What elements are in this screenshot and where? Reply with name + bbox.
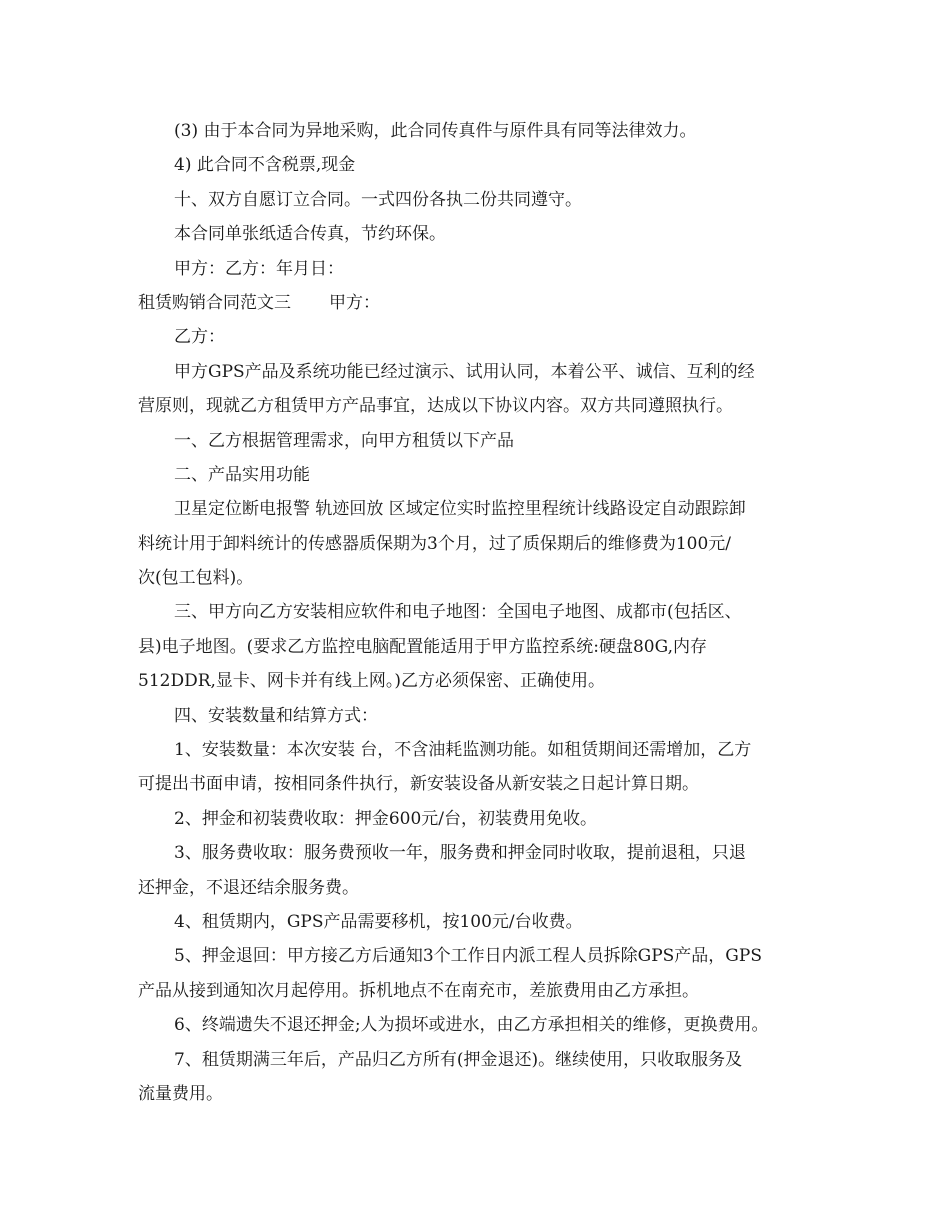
text-line-content: 4、租赁期内，GPS产品需要移机，按100元/台收费。 <box>174 911 583 932</box>
text-line-content: 还押金，不退还结余服务费。 <box>138 877 359 898</box>
text-line-content: 县)电子地图。(要求乙方监控电脑配置能适用于甲方监控系统:硬盘80G,内存 <box>138 636 708 657</box>
text-line-content: 甲方GPS产品及系统功能已经过演示、试用认同，本着公平、诚信、互利的经 <box>174 361 755 382</box>
document-body <box>138 114 818 1111</box>
text-line <box>138 286 818 320</box>
text-line-content: 产品从接到通知次月起停用。拆机地点不在南充市，差旅费用由乙方承担。 <box>138 980 699 1001</box>
text-line-content: 一、乙方根据管理需求，向甲方租赁以下产品 <box>174 430 514 451</box>
text-line <box>138 905 818 939</box>
text-line-content: 2、押金和初装费收取：押金600元/台，初装费用免收。 <box>174 808 597 829</box>
text-line <box>138 836 818 870</box>
text-line-content: 租赁购销合同范文三 <box>138 292 291 313</box>
text-line <box>138 561 818 595</box>
text-line <box>138 424 818 458</box>
text-line-content: 6、终端遗失不退还押金;人为损坏或进水，由乙方承担相关的维修，更换费用。 <box>174 1015 769 1036</box>
text-line <box>138 1077 818 1111</box>
text-line <box>138 939 818 973</box>
text-line <box>138 217 818 251</box>
text-line <box>138 802 818 836</box>
text-line-content: 四、安装数量和结算方式： <box>174 705 378 726</box>
text-line <box>138 630 818 664</box>
text-line-content-secondary: 甲方： <box>329 292 380 313</box>
text-line <box>138 527 818 561</box>
text-line <box>138 148 818 182</box>
text-line-content: 4) 此合同不含税票,现金 <box>174 155 356 176</box>
text-line <box>138 252 818 286</box>
text-line <box>138 492 818 526</box>
text-line-content: 料统计用于卸料统计的传感器质保期为3个月，过了质保期后的维修费为100元/ <box>138 533 731 554</box>
text-line <box>138 389 818 423</box>
text-line-content: 3、服务费收取：服务费预收一年，服务费和押金同时收取，提前退租，只退 <box>174 843 746 864</box>
text-line-content: 5、押金退回：甲方接乙方后通知3个工作日内派工程人员拆除GPS产品，GPS <box>174 946 762 967</box>
text-line-content: 1、安装数量：本次安装 台，不含油耗监测功能。如租赁期间还需增加，乙方 <box>174 740 752 761</box>
text-line <box>138 1008 818 1042</box>
text-line <box>138 664 818 698</box>
text-line-content: 7、租赁期满三年后，产品归乙方所有(押金退还)。继续使用，只收取服务及 <box>174 1049 743 1070</box>
text-line-content: 二、产品实用功能 <box>174 464 310 485</box>
text-line <box>138 114 818 148</box>
text-line <box>138 458 818 492</box>
text-line <box>138 320 818 354</box>
text-line <box>138 183 818 217</box>
text-line-content: (3) 由于本合同为异地采购，此合同传真件与原件具有同等法律效力。 <box>174 121 697 141</box>
text-line-content: 甲方：乙方：年月日： <box>174 258 344 279</box>
text-line-content: 本合同单张纸适合传真，节约环保。 <box>174 224 446 245</box>
text-line <box>138 767 818 801</box>
text-line <box>138 595 818 629</box>
text-line-content: 三、甲方向乙方安装相应软件和电子地图：全国电子地图、成都市(包括区、 <box>174 602 742 623</box>
text-line <box>138 1043 818 1077</box>
text-line <box>138 355 818 389</box>
text-line <box>138 871 818 905</box>
text-line-content: 十、双方自愿订立合同。一式四份各执二份共同遵守。 <box>174 189 582 210</box>
text-line-content: 可提出书面申请，按相同条件执行，新安装设备从新安装之日起计算日期。 <box>138 774 699 795</box>
text-line-content: 卫星定位断电报警 轨迹回放 区域定位实时监控里程统计线路设定自动跟踪卸 <box>174 499 746 520</box>
text-line <box>138 974 818 1008</box>
text-line-content: 乙方： <box>174 327 225 348</box>
text-line-content: 512DDR,显卡、网卡并有线上网。)乙方必须保密、正确使用。 <box>138 671 606 692</box>
text-line-content: 营原则，现就乙方租赁甲方产品事宜，达成以下协议内容。双方共同遵照执行。 <box>138 396 733 417</box>
text-line-content: 流量费用。 <box>138 1083 223 1104</box>
text-line <box>138 733 818 767</box>
text-line <box>138 699 818 733</box>
text-line-content: 次(包工包料)。 <box>138 568 254 589</box>
